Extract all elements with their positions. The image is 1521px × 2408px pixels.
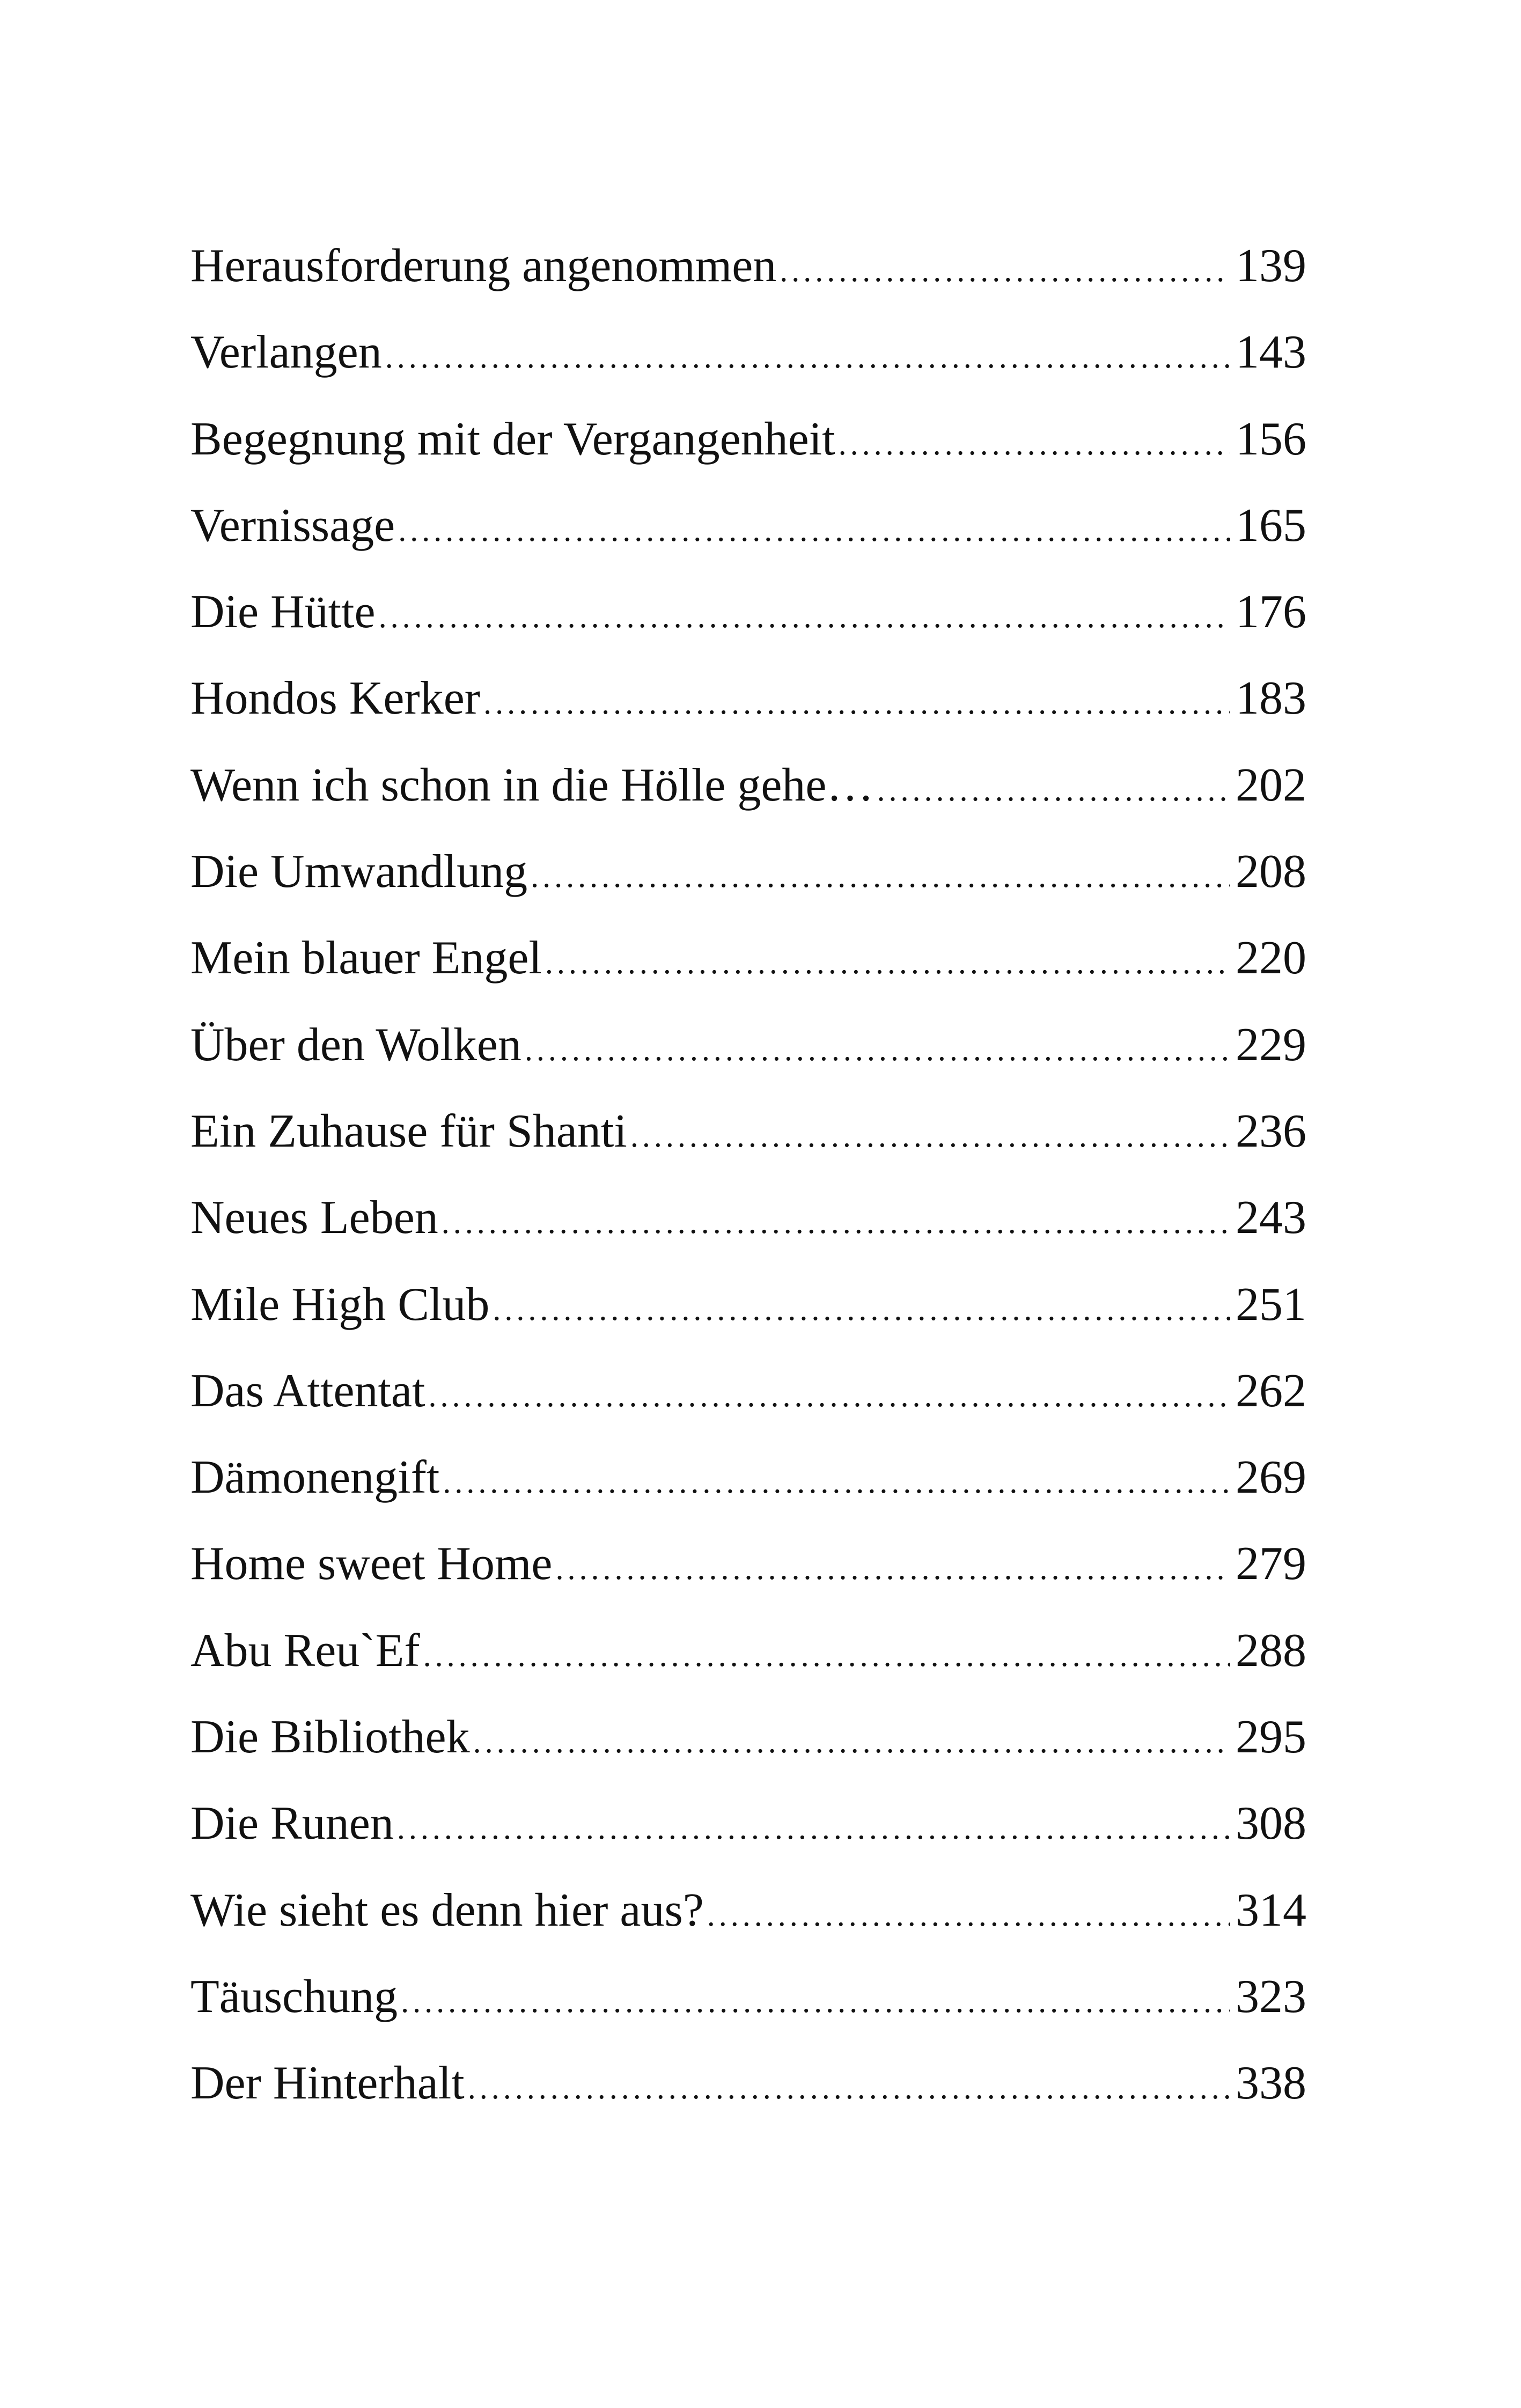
toc-entry [190,1607,1306,1694]
toc-entry-title: Das Attentat [190,1364,425,1417]
toc-entry [190,655,1306,742]
toc-entry-title: Neues Leben [190,1192,438,1244]
toc-entry [190,1434,1306,1521]
toc-entry-page: 323 [1236,1970,1306,2023]
toc-entry [190,1261,1306,1348]
toc-entry [190,742,1306,828]
toc-entry-page: 295 [1236,1711,1306,1764]
toc-entry-title: Die Bibliothek [190,1711,470,1764]
toc-entry [190,569,1306,655]
toc-dot-leader [443,1466,1230,1498]
toc-dot-leader [473,1726,1230,1758]
toc-dot-leader [877,774,1230,806]
toc-entry [190,1954,1306,2040]
toc-entry [190,1867,1306,1954]
toc-entry [190,396,1306,482]
toc-dot-leader [398,514,1230,546]
toc-entry-title: Wenn ich schon in die Hölle gehe… [190,759,874,811]
toc-entry [190,1088,1306,1174]
toc-entry-page: 202 [1236,759,1306,811]
toc-entry [190,1348,1306,1434]
toc-entry [190,1174,1306,1261]
toc-entry-title: Begegnung mit der Vergangenheit [190,413,835,465]
toc-entry-page: 262 [1236,1364,1306,1417]
toc-entry-page: 143 [1236,326,1306,379]
toc-entry-page: 308 [1236,1797,1306,1850]
toc-dot-leader [483,687,1230,719]
toc-entry [190,2040,1306,2126]
toc-entry [190,223,1306,309]
toc-entry-title: Herausforderung angenommen [190,240,777,292]
toc-entry-title: Home sweet Home [190,1538,553,1590]
toc-entry-title: Verlangen [190,326,382,379]
toc-entry [190,1002,1306,1088]
toc-entry-page: 269 [1236,1451,1306,1504]
toc-dot-leader [423,1639,1230,1671]
toc-entry-page: 165 [1236,499,1306,552]
toc-dot-leader [428,1379,1230,1412]
toc-dot-leader [531,860,1230,892]
toc-entry [190,828,1306,915]
toc-dot-leader [555,1552,1230,1584]
toc-entry-title: Vernissage [190,499,395,552]
toc-entry [190,309,1306,395]
toc-entry-title: Hondos Kerker [190,672,481,725]
toc-entry-title: Dämonengift [190,1451,440,1504]
toc-entry-title: Abu Reu`Ef [190,1624,420,1677]
toc-entry-page: 183 [1236,672,1306,725]
toc-dot-leader [545,946,1230,979]
toc-dot-leader [707,1899,1230,1931]
toc-dot-leader [839,428,1230,460]
toc-entry-page: 229 [1236,1018,1306,1071]
toc-entry-page: 236 [1236,1105,1306,1157]
toc-entry [190,915,1306,1001]
toc-entry [190,1521,1306,1607]
toc-entry-title: Wie sieht es denn hier aus? [190,1884,704,1936]
toc-entry-page: 156 [1236,413,1306,465]
toc-entry-title: Mile High Club [190,1278,490,1331]
toc-dot-leader [442,1206,1230,1238]
toc-entry-page: 176 [1236,586,1306,638]
toc-dot-leader [385,341,1230,373]
toc-entry-title: Die Umwandlung [190,846,528,898]
table-of-contents [190,223,1306,2127]
toc-entry-page: 243 [1236,1192,1306,1244]
toc-entry-page: 288 [1236,1624,1306,1677]
toc-dot-leader [397,1812,1230,1844]
toc-dot-leader [468,2072,1230,2104]
toc-entry [190,1694,1306,1780]
toc-entry-page: 251 [1236,1278,1306,1331]
toc-entry-page: 314 [1236,1884,1306,1936]
toc-dot-leader [630,1120,1230,1152]
toc-entry [190,1780,1306,1867]
toc-entry-title: Die Hütte [190,586,376,638]
toc-entry-title: Ein Zuhause für Shanti [190,1105,627,1157]
toc-entry-page: 220 [1236,932,1306,985]
toc-entry-title: Täuschung [190,1970,398,2023]
toc-entry-title: Die Runen [190,1797,394,1850]
toc-entry [190,482,1306,569]
toc-dot-leader [780,254,1230,287]
toc-dot-leader [379,600,1230,633]
toc-dot-leader [493,1293,1230,1325]
toc-entry-title: Mein blauer Engel [190,932,542,985]
toc-entry-page: 139 [1236,240,1306,292]
toc-entry-page: 208 [1236,846,1306,898]
toc-entry-page: 338 [1236,2057,1306,2110]
toc-entry-title: Der Hinterhalt [190,2057,465,2110]
toc-dot-leader [401,1985,1230,2017]
toc-entry-title: Über den Wolken [190,1018,521,1071]
toc-entry-page: 279 [1236,1538,1306,1590]
toc-dot-leader [525,1033,1230,1066]
